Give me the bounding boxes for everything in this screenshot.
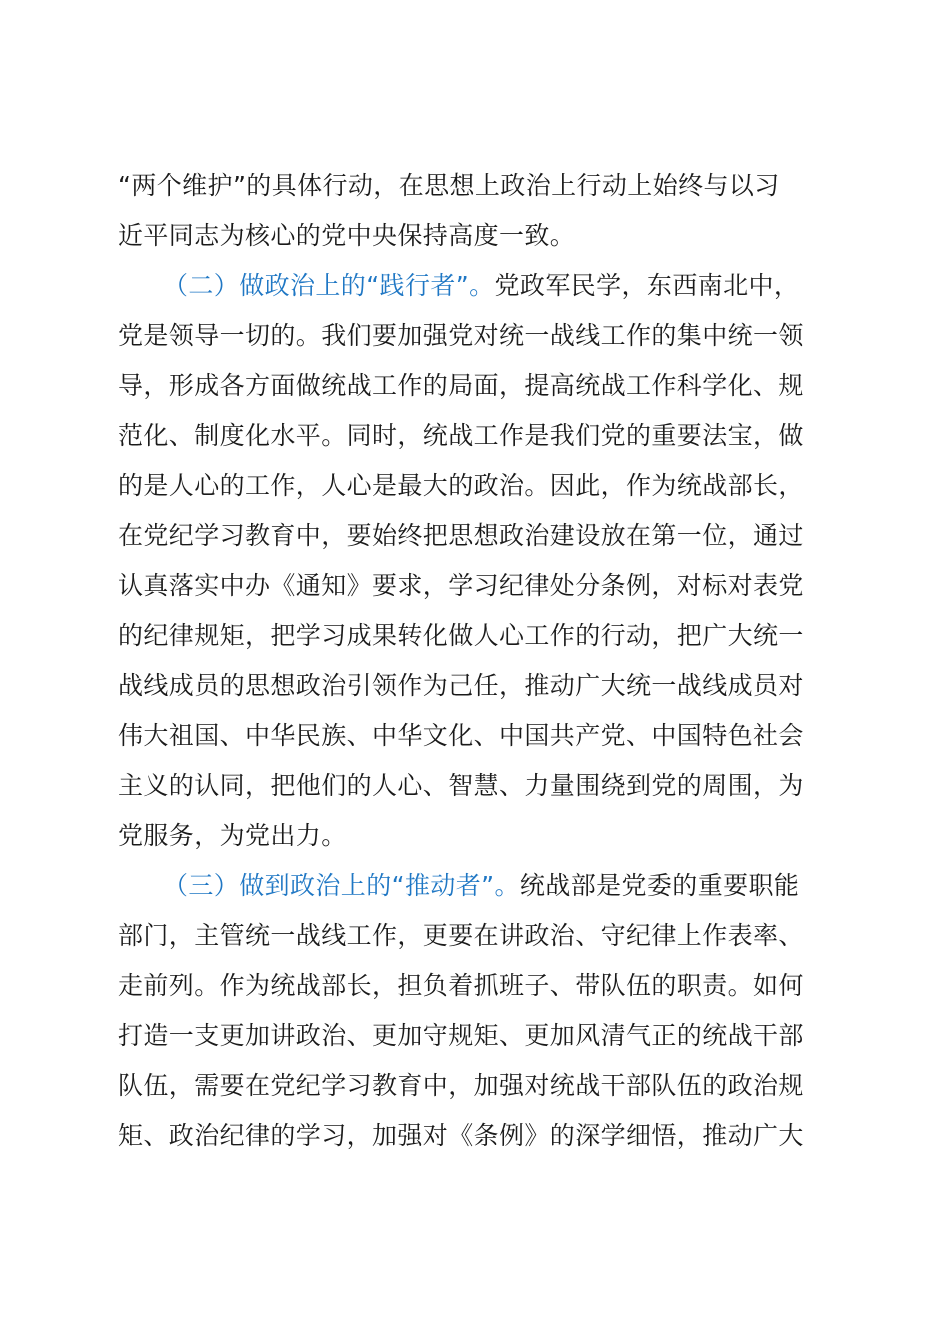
paragraph-line: “两个维护”的具体行动，在思想上政治上行动上始终与以习 (118, 171, 780, 200)
paragraph-line: 主义的认同，把他们的人心、智慧、力量围绕到党的周围，为 (118, 771, 804, 800)
paragraph-line: 认真落实中办《通知》要求，学习纪律处分条例，对标对表党 (118, 571, 804, 600)
section-2-first-line-text: 党政军民学，东西南北中， (494, 271, 800, 300)
paragraph-line: 的纪律规矩，把学习成果转化做人心工作的行动，把广大统一 (118, 621, 804, 650)
paragraph-line: 部门，主管统一战线工作，更要在讲政治、守纪律上作表率、 (118, 921, 804, 950)
section-3-first-line (163, 866, 843, 906)
paragraph-line: 队伍，需要在党纪学习教育中，加强对统战干部队伍的政治规 (118, 1071, 804, 1100)
section-2-heading: （二）做政治上的“践行者”。 (163, 271, 495, 300)
paragraph-line: 矩、政治纪律的学习，加强对《条例》的深学细悟，推动广大 (118, 1121, 804, 1150)
section-3-first-line-text: 统战部是党委的重要职能 (519, 871, 800, 900)
paragraph-line: 伟大祖国、中华民族、中华文化、中国共产党、中国特色社会 (118, 721, 804, 750)
section-3-heading: （三）做到政治上的“推动者”。 (163, 871, 520, 900)
paragraph-line: 党是领导一切的。我们要加强党对统一战线工作的集中统一领 (118, 321, 804, 350)
paragraph-line: 走前列。作为统战部长，担负着抓班子、带队伍的职责。如何 (118, 971, 804, 1000)
paragraph-line: 的是人心的工作，人心是最大的政治。因此，作为统战部长， (118, 471, 804, 500)
paragraph-line: 近平同志为核心的党中央保持高度一致。 (118, 221, 576, 250)
paragraph-line: 党服务，为党出力。 (118, 821, 347, 850)
paragraph-line: 范化、制度化水平。同时，统战工作是我们党的重要法宝，做 (118, 421, 804, 450)
section-2-first-line (163, 266, 843, 306)
paragraph-line: 在党纪学习教育中，要始终把思想政治建设放在第一位，通过 (118, 521, 804, 550)
paragraph-line: 战线成员的思想政治引领作为己任，推动广大统一战线成员对 (118, 671, 804, 700)
paragraph-line: 打造一支更加讲政治、更加守规矩、更加风清气正的统战干部 (118, 1021, 804, 1050)
paragraph-line: 导，形成各方面做统战工作的局面，提高统战工作科学化、规 (118, 371, 804, 400)
